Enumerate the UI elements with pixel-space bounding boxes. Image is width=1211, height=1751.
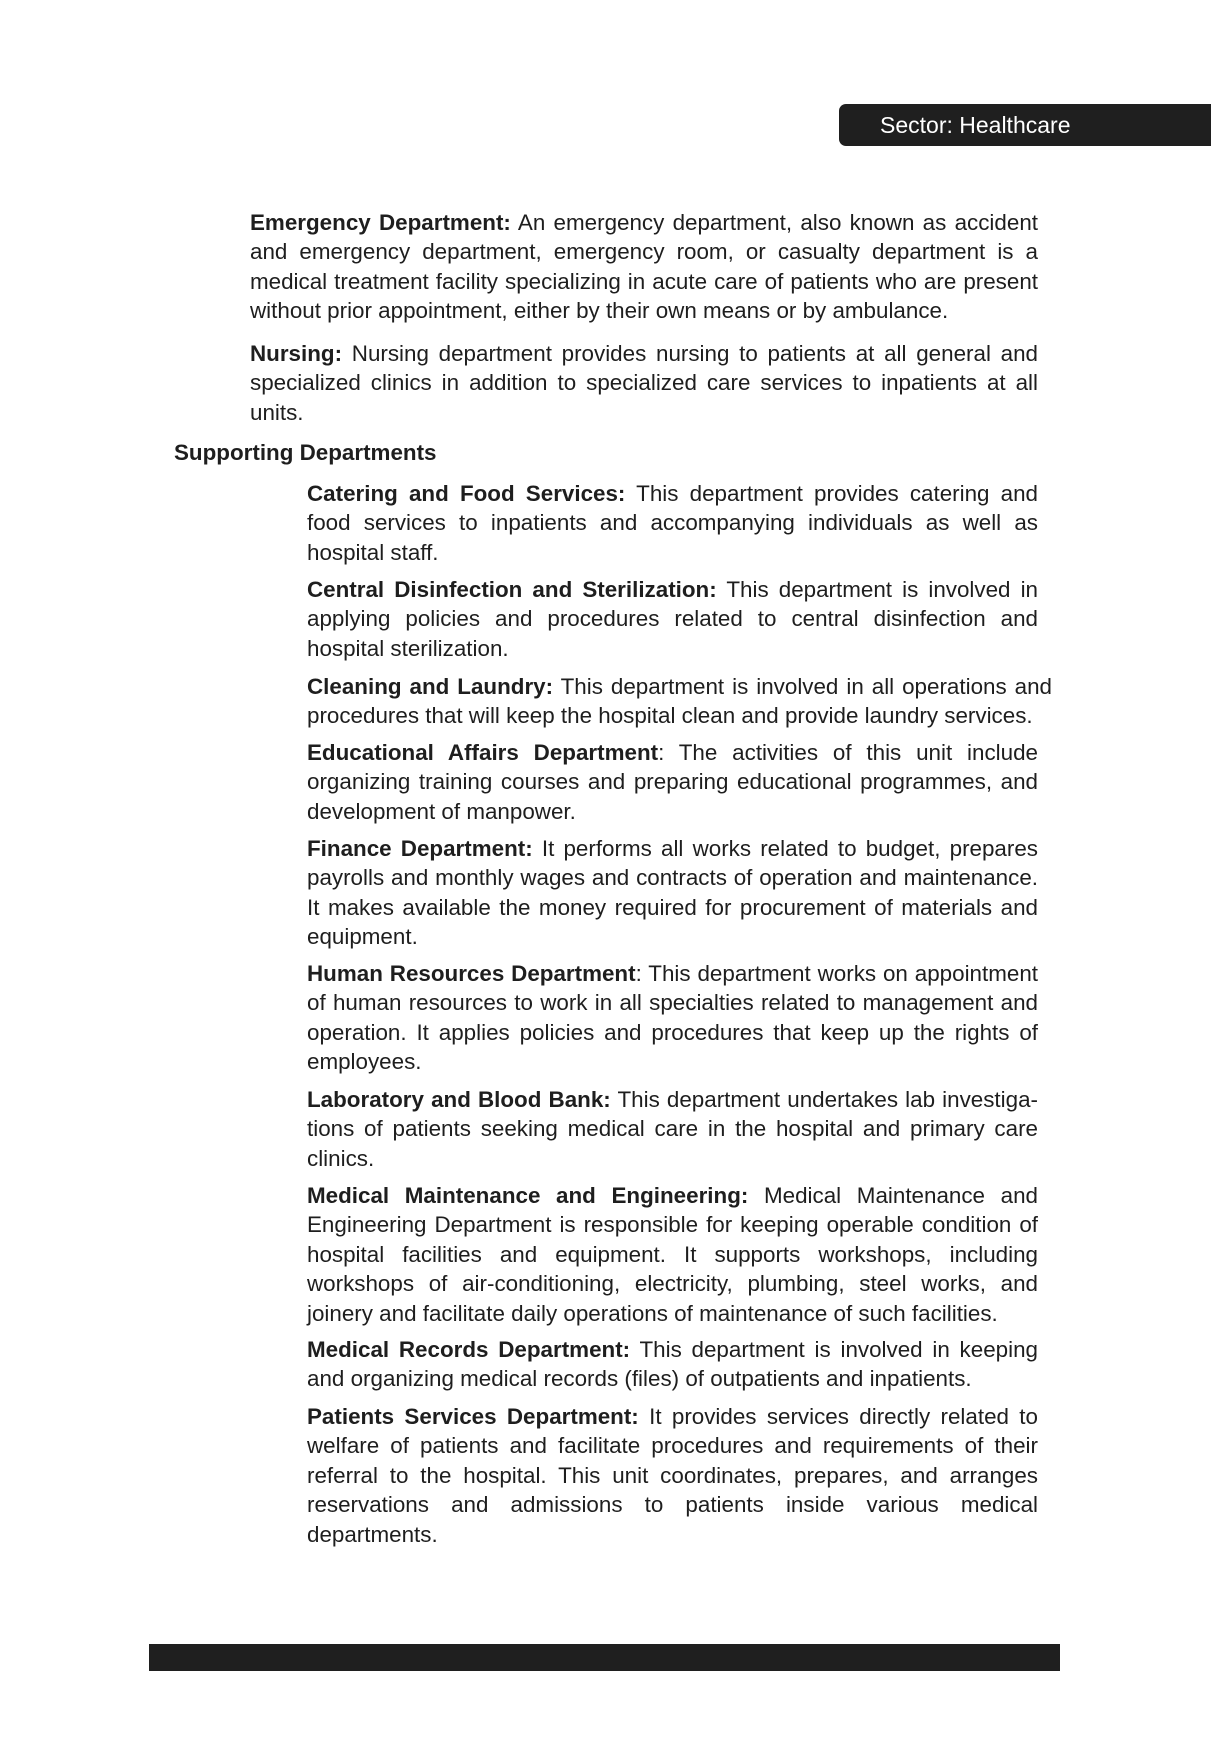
maintenance-engineering-paragraph	[307, 1181, 1038, 1328]
paragraph-text: It performs all works related to budget, prepares payrolls and monthly wages and contracts of operation and maintenance. It makes available the money required for procurement of materials and equipment.	[307, 836, 1038, 950]
paragraph-term: Medical Records Department:	[307, 1337, 631, 1362]
paragraph-text: It provides services directly related to welfare of patients and facilitate procedures and requirements of their referral to the hospital. This unit coordinates, prepares, and arranges reservations and admissions to patients inside various medical departments.	[307, 1404, 1038, 1547]
paragraph-term: Nursing:	[250, 341, 343, 366]
footer-bar	[149, 1644, 1060, 1671]
emergency-department-paragraph	[250, 208, 1038, 326]
paragraph-text: This department is involved in all operations and procedures that will keep the hospital clean and provide laundry services.	[307, 674, 1052, 729]
paragraph-term: Emergency Department:	[250, 210, 511, 235]
paragraph-term: Human Resources Department	[307, 961, 636, 986]
educational-affairs-paragraph	[307, 738, 1038, 826]
paragraph-text: Medical Maintenance and Engineering Department is responsible for keeping operable condition of hospital facilities and equipment. It supports workshops, including workshops of air-conditioning, electricity, plumbing, steel works, and joinery and facilitate daily operations of maintenance of such facilities.	[307, 1183, 1039, 1326]
sterilization-paragraph	[307, 575, 1038, 663]
paragraph-text: This department is involved in applying policies and procedures related to central disinfection and hospital sterilization.	[307, 577, 1038, 661]
paragraph-text: : The activities of this unit include organizing training courses and preparing educational programmes, and development of manpower.	[307, 740, 1038, 824]
paragraph-term: Finance Department:	[307, 836, 533, 861]
catering-paragraph	[307, 479, 1038, 567]
human-resources-paragraph	[307, 959, 1038, 1077]
paragraph-text: An emergency department, also known as accident and emergency department, emergency room, or casualty department is a medical treatment facility specializing in acute care of patients who are present without prior appointment, either by their own means or by ambulance.	[250, 210, 1038, 324]
paragraph-text: This department provides catering and food services to inpatients and accompanying individuals as well as hospital staff.	[307, 481, 1038, 565]
patients-services-paragraph	[307, 1402, 1038, 1549]
paragraph-term: Medical Maintenance and Engineering:	[307, 1183, 749, 1208]
sector-label: Sector: Healthcare	[880, 112, 1071, 138]
paragraph-term: Patients Services Department:	[307, 1404, 639, 1429]
paragraph-term: Central Disinfection and Sterilization:	[307, 577, 717, 602]
paragraph-text: This department undertakes lab investiga-tions of patients seeking medical care in the hospital and primary care clinics.	[307, 1087, 1038, 1171]
finance-paragraph	[307, 834, 1038, 952]
supporting-departments-heading: Supporting Departments	[174, 440, 437, 465]
laboratory-paragraph	[307, 1085, 1038, 1173]
paragraph-term: Laboratory and Blood Bank:	[307, 1087, 611, 1112]
nursing-paragraph	[250, 339, 1038, 427]
paragraph-term: Educational Affairs Department	[307, 740, 659, 765]
paragraph-term: Cleaning and Laundry:	[307, 674, 554, 699]
cleaning-laundry-paragraph	[307, 672, 1052, 731]
paragraph-text: This department is involved in keeping and organizing medical records (files) of outpatients and inpatients.	[307, 1337, 1038, 1392]
medical-records-paragraph	[307, 1335, 1038, 1394]
paragraph-text: Nursing department provides nursing to patients at all general and specialized clinics in addition to specialized care services to inpatients at all units.	[250, 341, 1038, 425]
paragraph-text: : This department works on appointment of human resources to work in all specialties related to management and operation. It applies policies and procedures that keep up the rights of employees.	[307, 961, 1038, 1075]
sector-tab	[839, 104, 1211, 146]
paragraph-term: Catering and Food Services:	[307, 481, 626, 506]
